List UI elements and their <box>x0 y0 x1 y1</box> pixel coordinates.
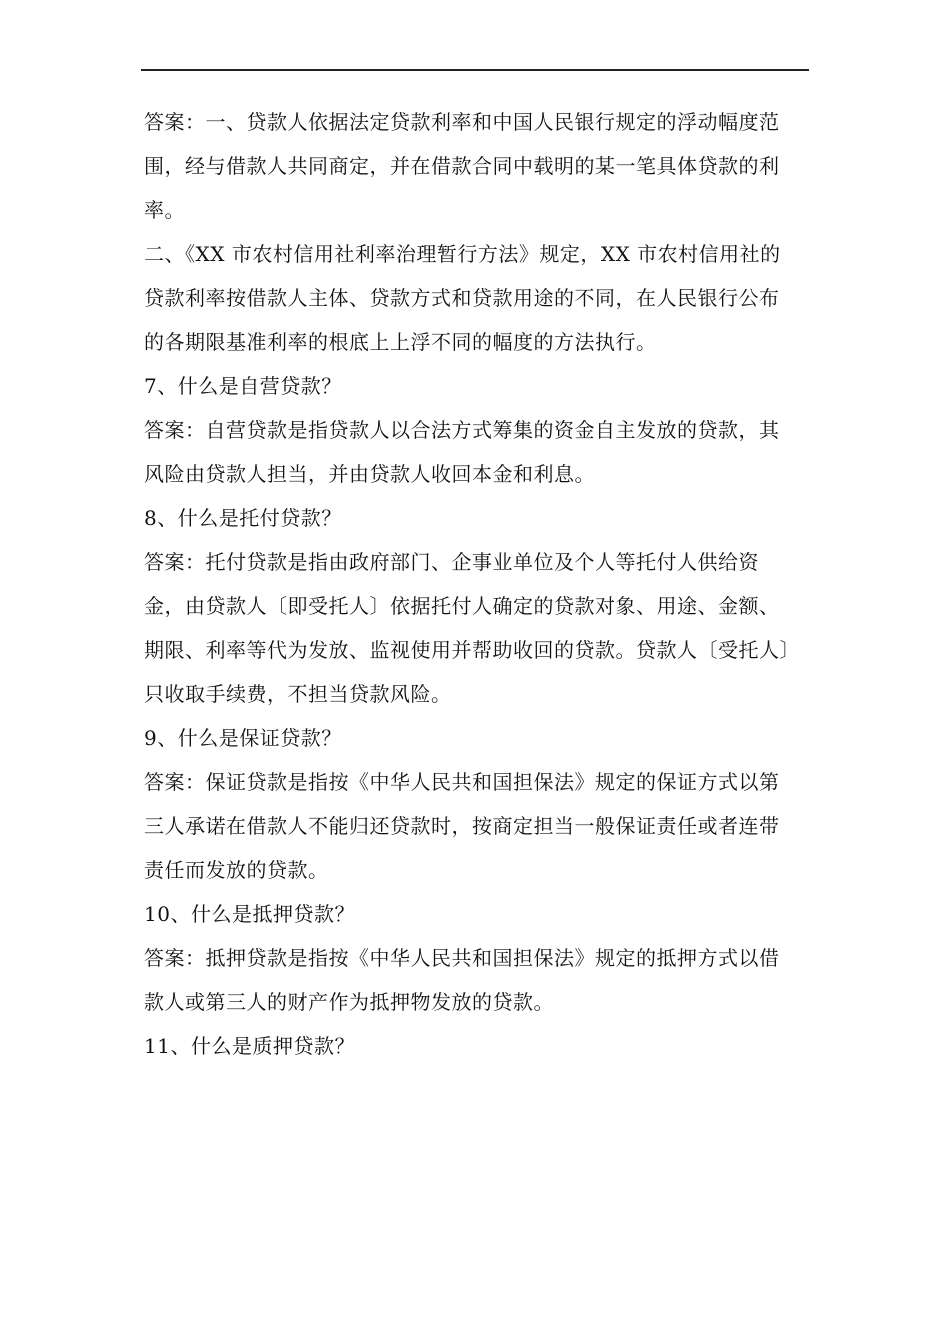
answer-paragraph: 答案：抵押贷款是指按《中华人民共和国担保法》规定的抵押方式以借 款人或第三人的财产作为抵押物发放的贷款。 <box>144 946 780 1014</box>
question-heading: 11、什么是质押贷款？ <box>144 1034 355 1058</box>
question-heading: 8、什么是托付贷款？ <box>144 506 342 530</box>
question-heading: 9、什么是保证贷款？ <box>144 726 342 750</box>
header-rule <box>141 69 809 71</box>
answer-paragraph: 答案：一、贷款人依据法定贷款利率和中国人民银行规定的浮动幅度范围，经与借款人共同商定，并在借款合同中载明的某一笔具体贷款的利率。 <box>144 110 780 222</box>
answer-paragraph: 答案：保证贷款是指按《中华人民共和国担保法》规定的保证方式以第 三人承诺在借款人不能归还贷款时，按商定担当一般保证责任或者连带 责任而发放的贷款。 <box>144 770 780 882</box>
answer-paragraph: 答案：托付贷款是指由政府部门、企事业单位及个人等托付人供给资金，由贷款人〔即受托人〕依据托付人确定的贷款对象、用途、金额、 期限、利率等代为发放、监视使用并帮助收回的贷款。贷款人〔受托人〕只收取手续费，不担当贷款风险。 <box>144 550 790 706</box>
answer-paragraph: 答案：自营贷款是指贷款人以合法方式筹集的资金自主发放的贷款，其 风险由贷款人担当，并由贷款人收回本金和利息。 <box>144 418 780 486</box>
question-heading: 7、什么是自营贷款？ <box>144 374 342 398</box>
question-heading: 10、什么是抵押贷款？ <box>144 902 355 926</box>
document-body <box>144 100 792 1068</box>
answer-paragraph: 二、《XX 市农村信用社利率治理暂行方法》规定，XX 市农村信用社的贷款利率按借款人主体、贷款方式和贷款用途的不同，在人民银行公布的各期限基准利率的根底上上浮不同的幅度的方法执行。 <box>144 242 781 354</box>
